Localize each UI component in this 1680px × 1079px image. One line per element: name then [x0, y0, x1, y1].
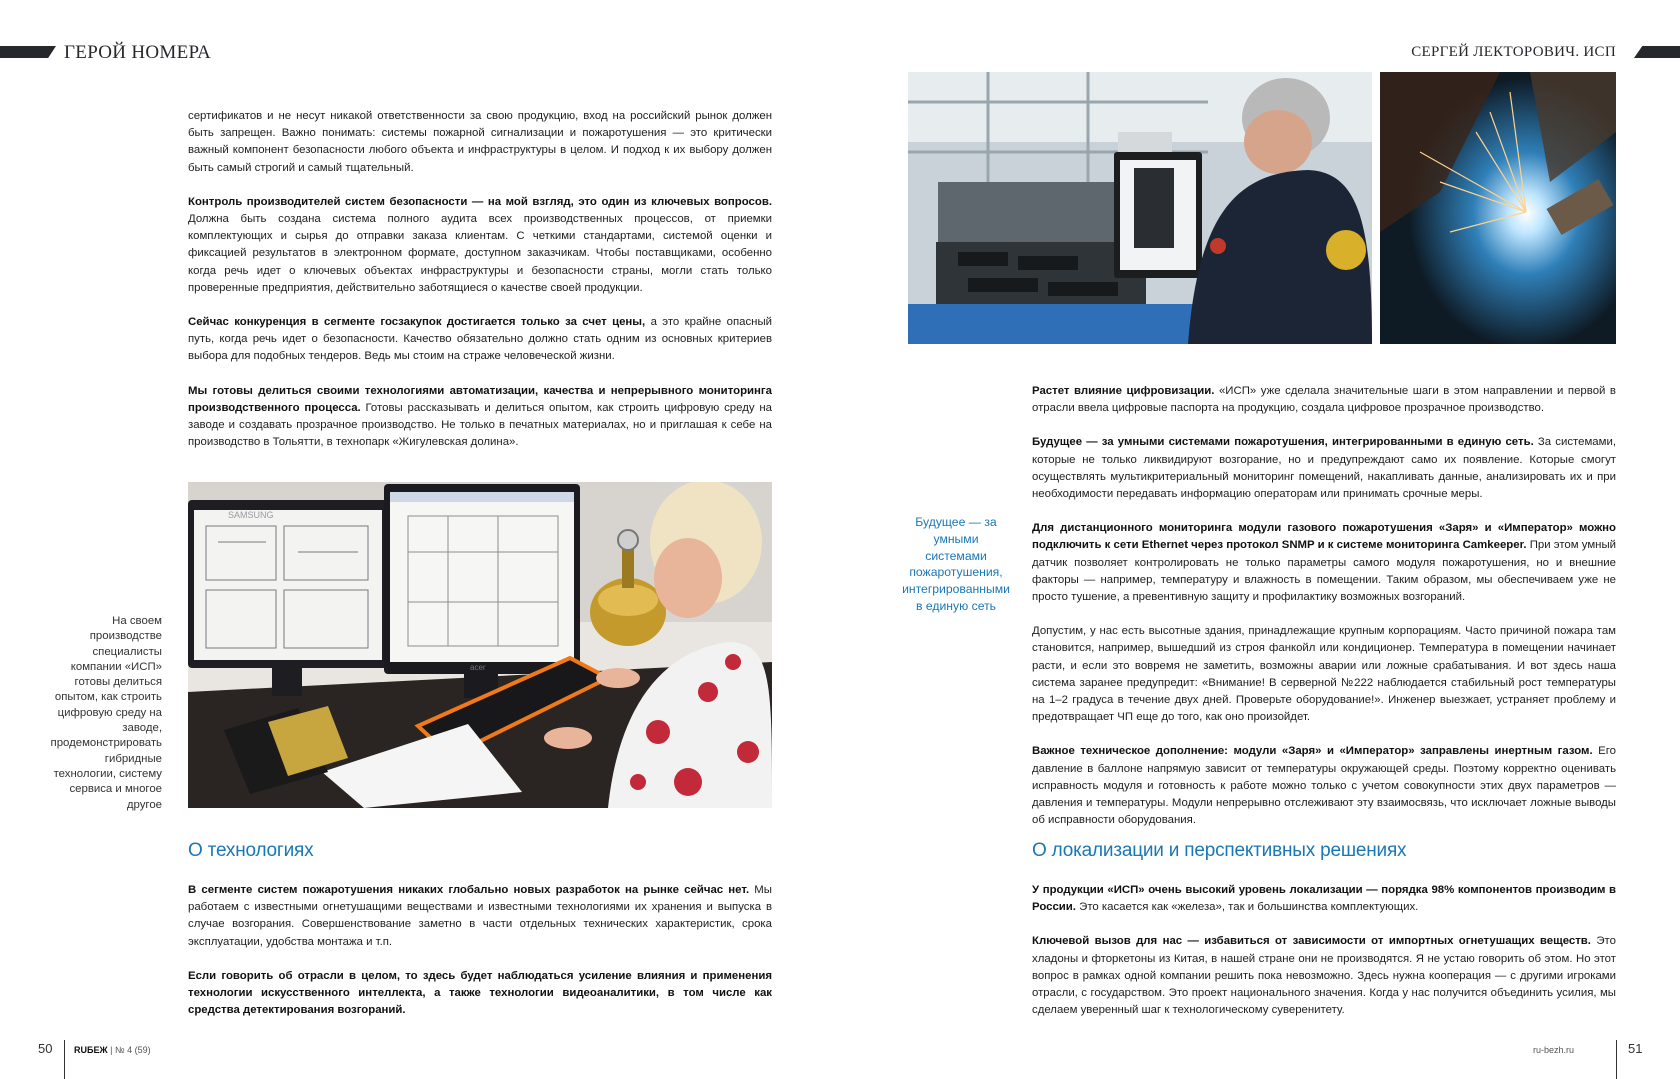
paragraph: Будущее — за умными системами пожаротушения, интегрированными в единую сеть. За системами, которые не только ликвидируют возгорание, но и предупреждают само их появление. Которые смогут осуществлять мультикритериальный мониторинг помещений, накапливать данные, анализировать их и при необходимости передавать информацию операторам или принимать срочные меры.: [1032, 436, 1616, 501]
paragraph: Контроль производителей систем безопасности — на мой взгляд, это один из ключевых вопросов. Должна быть создана система полного аудита всех производственных процессов, от приемки комплектующих и сырья до отправки заказа клиентам. С четкими стандартами, системой оценки и фиксацией результатов в электронном формате, доступном заказчикам. Чтобы поставщиками, особенно когда речь идет о ключевых объектах инфраструктуры и безопасности страны, могли стать только проверенные предприятия, действительно заботящиеся о качестве своей продукции.: [188, 195, 772, 294]
paragraph: Растет влияние цифровизации. «ИСП» уже сделала значительные шаги в этом направлении и первой в отрасли ввела цифровые паспорта на продукцию, создала цифровое прозрачное производство.: [1032, 385, 1616, 415]
footer-site: ru-bezh.ru: [1532, 1045, 1574, 1055]
paragraph: Если говорить об отрасли в целом, то здесь будет наблюдаться усиление влияния и применения технологии искусственного интеллекта, а также технологии видеоаналитики, в том числе как средства детектирования возгораний.: [188, 969, 772, 1017]
footer-divider: [1616, 1040, 1617, 1079]
page-number-left: 50: [38, 1041, 53, 1056]
left-column-text: [188, 108, 772, 468]
paragraph: сертификатов и не несут никакой ответственности за свою продукцию, вход на российский рынок должен быть запрещен. Важно понимать: системы пожарной сигнализации и пожаротушения — это критически важный компонент безопасности любого объекта и инфраструктуры в целом. И подход к их выбору должен быть самый строгий и самый тщательный.: [188, 110, 772, 174]
left-column-text-lower: [188, 882, 772, 1036]
paragraph: Важное техническое дополнение: модули «Заря» и «Император» заправлены инертным газом. Его давление в баллоне напрямую зависит от температуры окружающей среды. Поэтому корректно оценивать исправность модуля и готовность к работе можно только с учетом совокупности этих двух параметров — давления и температуры. Модули непрерывно отслеживают эту взаимосвязь, что исключает ложные выводы об исправности оборудования.: [1032, 745, 1617, 827]
header-bar-left: [0, 46, 56, 58]
paragraph: У продукции «ИСП» очень высокий уровень локализации — порядка 98% компонентов производим в России. Это касается как «железа», так и большинства комплектующих.: [1032, 884, 1616, 914]
subhead-technologies: О технологиях: [188, 840, 314, 861]
section-title: ГЕРОЙ НОМЕРА: [64, 42, 211, 63]
right-column-text-lower: [1032, 882, 1616, 1036]
monitor-brand: SAMSUNG: [228, 510, 274, 520]
footer-divider: [64, 1040, 65, 1079]
photo-caption: На своем производстве специалисты компании «ИСП» готовы делиться опытом, как строить цифровую среду на заводе, продемонстрировать гибридные технологии, систему сервиса и многое другое: [50, 615, 162, 811]
monitor-brand: acer: [470, 663, 486, 672]
photo-laser-cutter: [908, 72, 1372, 344]
photo-welding: [1380, 72, 1616, 344]
paragraph: Ключевой вызов для нас — избавиться от зависимости от импортных огнетушащих веществ. Это хладоны и фторкетоны из Китая, в нашей стране они не производятся. Я не устаю говорить об этом. Но этот вопрос в рамках одной компании решить пока невозможно. Здесь нужна кооперация — с другими игроками отрасли, с государством. Это проект национального значения. Когда у нас получится объединить усилия, мы сделаем уверенный шаг к технологическому суверенитету.: [1032, 935, 1616, 1017]
header-bar-right: [1634, 46, 1680, 58]
paragraph: Допустим, у нас есть высотные здания, принадлежащие крупным корпорациям. Часто причиной пожара там становится, например, вышедший из строя фанкойл или кондиционер. Температура в помещении начинает расти, и если это вовремя не заметить, возможны аварии или ложные срабатывания. И вот здесь наша система заранее предупредит: «Внимание! В серверной №222 наблюдается стабильный рост температуры на 1–2 градуса в течение двух дней. Проверьте оборудование!». Инженер выезжает, устраняет проблему и предотвращает ЧП еще до того, как оно произойдет.: [1032, 625, 1616, 724]
right-column-text: [1032, 383, 1616, 846]
paragraph: Для дистанционного мониторинга модули газового пожаротушения «Заря» и «Император» можно подключить к сети Ethernet через протокол SNMP и к системе мониторинга Camkeeper. При этом умный датчик позволяет контролировать не только параметры самого модуля пожаротушения, но и внешние факторы — например, температуру и влажность в помещении. Таким образом, мы обеспечиваем уже не просто тушение, а превентивную защиту и профилактику возможных возгораний.: [1032, 522, 1616, 604]
footer-brand: RUБЕЖ | № 4 (59): [74, 1045, 151, 1055]
paragraph: Сейчас конкуренция в сегменте госзакупок достигается только за счет цены, а это крайне опасный путь, когда речь идет о безопасности. Качество обязательно должно стать одним из основных критериев выбора для подобных тендеров. Ведь мы стоим на страже человеческой жизни.: [188, 316, 773, 363]
subhead-localization: О локализации и перспективных решениях: [1032, 840, 1407, 861]
hero-name: СЕРГЕЙ ЛЕКТОРОВИЧ. ИСП: [1411, 44, 1616, 60]
photo-workstation: [188, 482, 772, 808]
paragraph: В сегменте систем пожаротушения никаких глобально новых разработок на рынке сейчас нет. Мы работаем с известными огнетушащими веществами и известными технологиями их хранения и выпуска в случае возгорания. Совершенствование заметно в части отдельных технических характеристик, срока эксплуатации, удобства монтажа и т.п.: [188, 884, 772, 948]
pull-quote: Будущее — за умными системами пожаротушения, интегрированными в единую сеть: [902, 515, 1010, 613]
paragraph: Мы готовы делиться своими технологиями автоматизации, качества и непрерывного мониторинга производственного процесса. Готовы рассказывать и делиться опытом, как строить цифровую среду на заводе и создавать прозрачное производство. Не только в печатных материалах, но и приглашая к себе на производство в Тольятти, в технопарк «Жигулевская долина».: [188, 384, 772, 449]
page-number-right: 51: [1628, 1041, 1643, 1056]
